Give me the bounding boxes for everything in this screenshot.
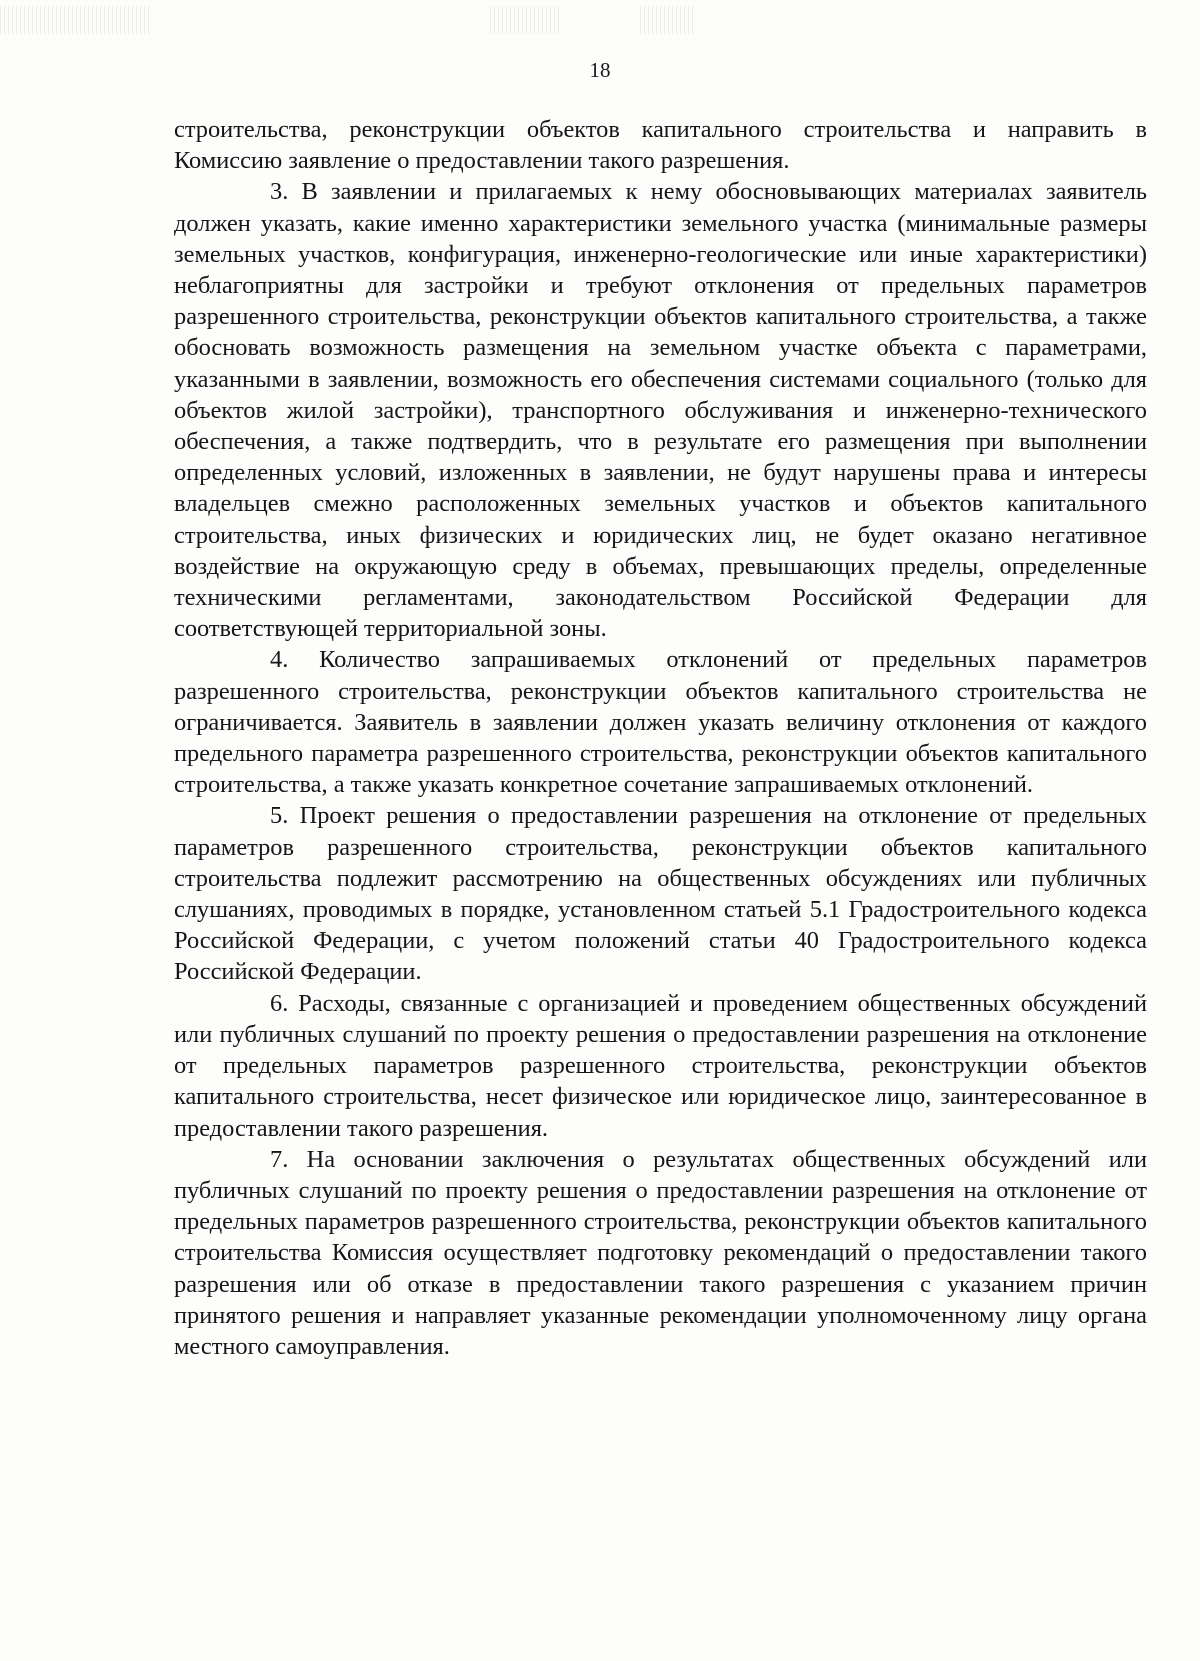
scan-artifact [640,6,695,34]
paragraph-item-3: 3. В заявлении и прилагаемых к нему обосновывающих материалах заявитель должен указать, какие именно характеристики земельного участка (минимальные размеры земельных участков, конфигурация, инженерно-геологические или иные характеристики) неблагоприятны для застройки и требуют отклонения от предельных параметров разрешенного строительства, реконструкции объектов капитального строительства, а также обосновать возможность размещения на земельном участке объекта с параметрами, указанными в заявлении, возможность его обеспечения системами социального (только для объектов жилой застройки), транспортного обслуживания и инженерно-технического обеспечения, а также подтвердить, что в результате его размещения при выполнении определенных условий, изложенных в заявлении, не будут нарушены права и интересы владельцев смежно расположенных земельных участков и объектов капитального строительства, иных физических и юридических лиц, не будет оказано негативное воздействие на окружающую среду в объемах, превышающих пределы, определенные техническими регламентами, законодательством Российской Федерации для соответствующей территориальной зоны. [174,178,1147,643]
scan-artifact [490,6,560,34]
paragraph-item-4: 4. Количество запрашиваемых отклонений от предельных параметров разрешенного строительства, реконструкции объектов капитального строительства не ограничивается. Заявитель в заявлении должен указать величину отклонения от каждого предельного параметра разрешенного строительства, реконструкции объектов капитального строительства, а также указать конкретное сочетание запрашиваемых отклонений. [174,646,1147,799]
scan-artifact [0,6,150,34]
paragraph-item-5: 5. Проект решения о предоставлении разрешения на отклонение от предельных параметров разрешенного строительства, реконструкции объектов капитального строительства подлежит рассмотрению на общественных обсуждениях или публичных слушаниях, проводимых в порядке, установленном статьей 5.1 Градостроительного кодекса Российской Федерации, с учетом положений статьи 40 Градостроительного кодекса Российской Федерации. [174,802,1147,986]
page-number: 18 [589,58,611,82]
paragraph-item-6: 6. Расходы, связанные с организацией и проведением общественных обсуждений или публичных слушаний по проекту решения о предоставлении разрешения на отклонение от предельных параметров разрешенного строительства, реконструкции объектов капитального строительства, несет физическое или юридическое лицо, заинтересованное в предоставлении такого разрешения. [174,989,1147,1142]
document-body [174,114,1147,1362]
paragraph-item-7: 7. На основании заключения о результатах общественных обсуждений или публичных слушаний по проекту решения о предоставлении разрешения на отклонение от предельных параметров разрешенного строительства, реконструкции объектов капитального строительства Комиссия осуществляет подготовку рекомендаций о предоставлении такого разрешения или об отказе в предоставлении такого разрешения с указанием причин принятого решения и направляет указанные рекомендации уполномоченному лицу органа местного самоуправления. [174,1145,1147,1360]
paragraph-continuation: строительства, реконструкции объектов капитального строительства и направить в Комиссию заявление о предоставлении такого разрешения. [174,116,1147,175]
